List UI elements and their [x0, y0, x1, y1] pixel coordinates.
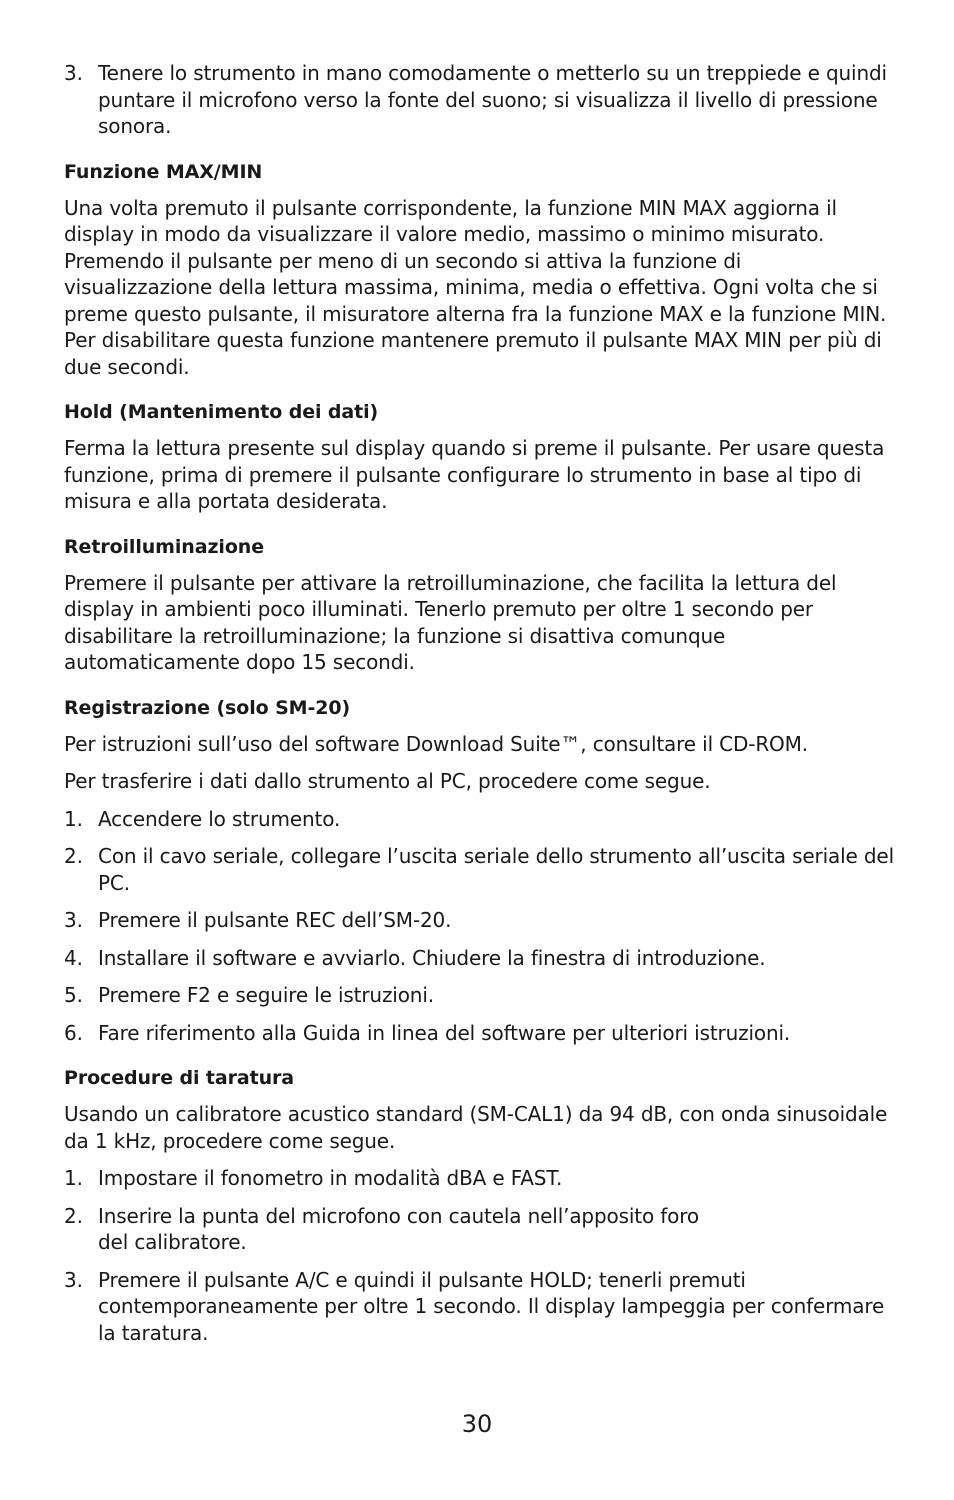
list-number: 5.: [64, 983, 83, 1007]
section-heading-recording: Registrazione (solo SM-20): [64, 696, 351, 719]
section-paragraph-backlight: Premere il pulsante per attivare la retroilluminazione, che facilita la lettura del display in ambienti poco illuminati. Tenerlo premuto per oltre 1 secondo per disabilitare la retroilluminazione; la funzione si disattiva comunque automaticamente dopo 15 secondi.: [64, 570, 837, 674]
section-heading-hold: Hold (Mantenimento dei dati): [64, 401, 379, 423]
list-number: 3.: [64, 61, 83, 85]
section-heading-maxmin: Funzione MAX/MIN: [64, 160, 263, 183]
list-item: [64, 1267, 894, 1347]
list-number: 3.: [64, 908, 83, 932]
list-item: [64, 907, 894, 934]
list-number: 2.: [64, 1203, 83, 1228]
list-number: 4.: [64, 945, 83, 970]
list-number: 1.: [64, 806, 83, 831]
document-page: [64, 60, 894, 1357]
list-item: [64, 806, 894, 833]
list-text: Impostare il fonometro in modalità dBA e FAST.: [98, 1166, 563, 1190]
section-paragraph-calibration: Usando un calibratore acustico standard (SM-CAL1) da 94 dB, con onda sinusoidale da 1 kHz, procedere come segue.: [64, 1102, 888, 1153]
section-paragraph-recording-1: Per istruzioni sull’uso del software Download Suite™, consultare il CD-ROM.: [64, 731, 808, 756]
list-text: Premere il pulsante A/C e quindi il pulsante HOLD; tenerli premuti contemporaneamente per oltre 1 secondo. Il display lampeggia per confermare la taratura.: [98, 1267, 885, 1345]
list-item: [64, 1203, 894, 1256]
list-text: Tenere lo strumento in mano comodamente o metterlo su un treppiede e quindi puntare il microfono verso la fonte del suono; si visualizza il livello di pressione sonora.: [98, 61, 887, 138]
section-heading-calibration: Procedure di taratura: [64, 1067, 295, 1089]
list-number: 2.: [64, 844, 83, 868]
list-item: [64, 982, 894, 1009]
calibration-steps: [64, 1165, 894, 1346]
section-paragraph-maxmin: Una volta premuto il pulsante corrispondente, la funzione MIN MAX aggiorna il display in modo da visualizzare il valore medio, massimo o minimo misurato. Premendo il pulsante per meno di un secondo si attiva la funzione di visualizzazione della lettura massima, minima, media o effettiva. Ogni volta che si preme questo pulsante, il misuratore alterna fra la funzione MAX e la funzione MIN. Per disabilitare questa funzione mantenere premuto il pulsante MAX MIN per più di due secondi.: [64, 195, 887, 379]
list-item: [64, 843, 894, 896]
list-item: [64, 945, 894, 972]
list-number: 1.: [64, 1166, 83, 1190]
section-heading-backlight: Retroilluminazione: [64, 535, 264, 558]
list-number: 3.: [64, 1267, 83, 1292]
list-text: Fare riferimento alla Guida in linea del software per ulteriori istruzioni.: [98, 1020, 791, 1045]
list-text: Accendere lo strumento.: [98, 806, 341, 831]
list-item: [64, 1165, 894, 1192]
list-text: Installare il software e avviarlo. Chiudere la finestra di introduzione.: [98, 945, 766, 970]
list-text: Inserire la punta del microfono con cautela nell’apposito foro del calibratore.: [98, 1203, 699, 1254]
list-text: Premere il pulsante REC dell’SM-20.: [98, 908, 452, 932]
list-text: Premere F2 e seguire le istruzioni.: [98, 983, 434, 1007]
section-paragraph-recording-2: Per trasferire i dati dallo strumento al PC, procedere come segue.: [64, 769, 711, 793]
list-item: [64, 60, 894, 140]
intro-list: [64, 60, 894, 140]
section-paragraph-hold: Ferma la lettura presente sul display quando si preme il pulsante. Per usare questa funzione, prima di premere il pulsante configurare lo strumento in base al tipo di misura e alla portata desiderata.: [64, 436, 885, 513]
list-number: 6.: [64, 1020, 83, 1045]
list-item: [64, 1020, 894, 1047]
list-text: Con il cavo seriale, collegare l’uscita seriale dello strumento all’uscita seriale del PC.: [98, 844, 894, 895]
recording-steps: [64, 806, 894, 1047]
page-number: 30: [461, 1410, 493, 1438]
